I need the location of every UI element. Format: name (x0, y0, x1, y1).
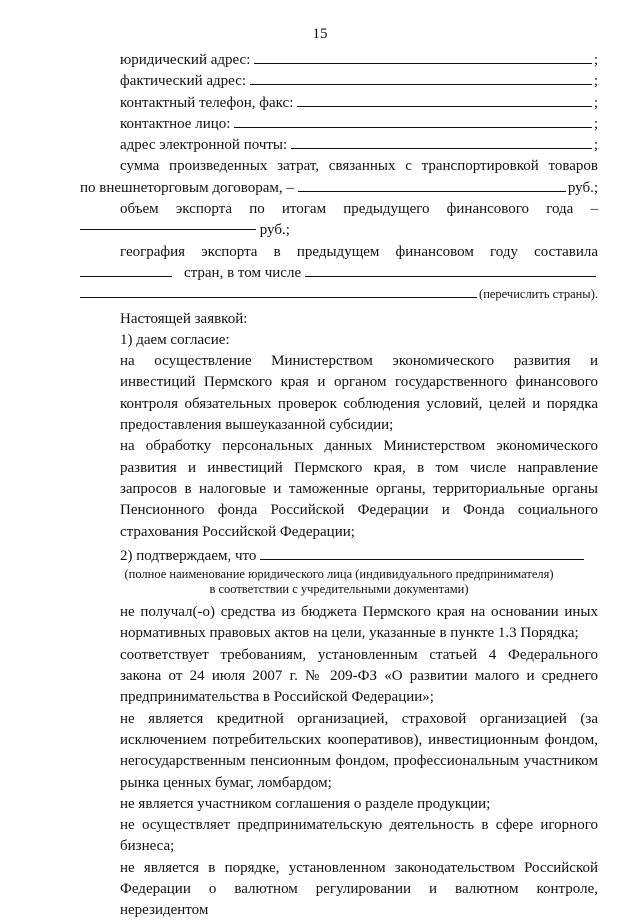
export-volume-line-1: объем экспорта по итогам предыдущего финансового года – (120, 201, 598, 218)
row-terminator: ; (593, 52, 598, 68)
agree-item-2: на обработку персональных данных Министерством экономического развития и инвестиций Пермского края, в том числе направление запросов в налоговые и таможенные органы, территориальные органы Пенсионного фонда Российской Федерации и Фонда социального страхования Российской Федерации; (120, 438, 598, 540)
phone-fax-blank (297, 105, 591, 107)
confirm-item-4: не является участником соглашения о разделе продукции; (120, 795, 491, 812)
legal-entity-name-blank (260, 558, 584, 560)
confirm-item-6: не является в порядке, установленном законодательством Российской Федерации о валютном регулировании и валютном контроле, нерезидентом (120, 859, 598, 919)
confirm-heading: 2) подтверждаем, что (120, 547, 257, 564)
actual-address-blank (250, 83, 592, 85)
legal-address-row (80, 50, 598, 71)
confirm-item-2: соответствует требованиям, установленным статьей 4 Федерального закона от 24 июля 2007 г. № 209-ФЗ «О развитии малого и среднего предпринимательства в Российской Федерации»; (120, 646, 598, 706)
countries-list-blank (305, 275, 596, 277)
row-terminator: ; (593, 94, 598, 111)
geography-line-1: география экспорта в предыдущем финансовом году составила (120, 243, 598, 260)
agree-item-1: на осуществление Министерством экономического развития и инвестиций Пермского края и органом государственного финансового контроля обязательных проверок соблюдения условий, целей и порядка предоставления вышеуказанной субсидии; (120, 353, 598, 434)
email-label: адрес электронной почты: (120, 137, 288, 154)
contact-person-label: контактное лицо: (120, 115, 231, 132)
caption-line-2: в соответствии с учредительными документами) (209, 581, 469, 596)
page-number: 15 (312, 26, 328, 42)
caption-line-1: (полное наименование юридического лица (индивидуального предпринимателя) (124, 567, 554, 582)
export-volume-line-2 (80, 220, 598, 241)
contact-person-row (80, 114, 598, 135)
costs-line-2 (80, 178, 598, 199)
document-body (80, 50, 598, 922)
countries-note: (перечислить страны). (479, 287, 598, 302)
legal-address-label: юридический адрес: (120, 52, 251, 68)
row-terminator: ; (593, 137, 598, 154)
confirm-item-3: не является кредитной организацией, страховой организацией (за исключением потребительских кооперативов), инвестиционным фондом, негосударственным пенсионным фондом, профессиональным участником рынка ценных бумаг, ломбардом; (120, 710, 598, 791)
costs-line-2-start: по внешнеторговым договорам, – (80, 179, 294, 196)
contact-person-blank (234, 126, 591, 128)
phone-fax-row (80, 93, 598, 114)
agree-heading: 1) даем согласие: (120, 331, 230, 348)
confirm-heading-row (80, 546, 598, 567)
actual-address-row (80, 71, 598, 92)
application-intro: Настоящей заявкой: (120, 310, 248, 327)
countries-list-blank-2 (80, 296, 477, 298)
phone-fax-label: контактный телефон, факс: (120, 94, 294, 111)
geography-line-2-mid: стран, в том числе (184, 264, 302, 281)
export-volume-end: руб.; (259, 222, 290, 239)
export-volume-blank (80, 228, 256, 230)
confirm-item-5: не осуществляет предпринимательскую деятельность в сфере игорного бизнеса; (120, 817, 598, 855)
geography-line-2 (80, 263, 598, 284)
geography-line-3 (80, 284, 598, 305)
actual-address-label: фактический адрес: (120, 73, 247, 90)
legal-address-blank (254, 62, 591, 64)
email-row (80, 135, 598, 156)
row-terminator: ; (593, 73, 598, 90)
costs-line-1: сумма произведенных затрат, связанных с транспортировкой товаров (120, 158, 598, 175)
email-blank (291, 147, 592, 149)
costs-blank (298, 190, 566, 192)
costs-line-2-end: руб.; (567, 179, 598, 196)
row-terminator: ; (593, 115, 598, 132)
confirm-item-1: не получал(-о) средства из бюджета Пермского края на основании иных нормативных правовых актов на цели, указанные в пункте 1.3 Порядка; (120, 604, 598, 642)
countries-count-blank (80, 275, 172, 277)
